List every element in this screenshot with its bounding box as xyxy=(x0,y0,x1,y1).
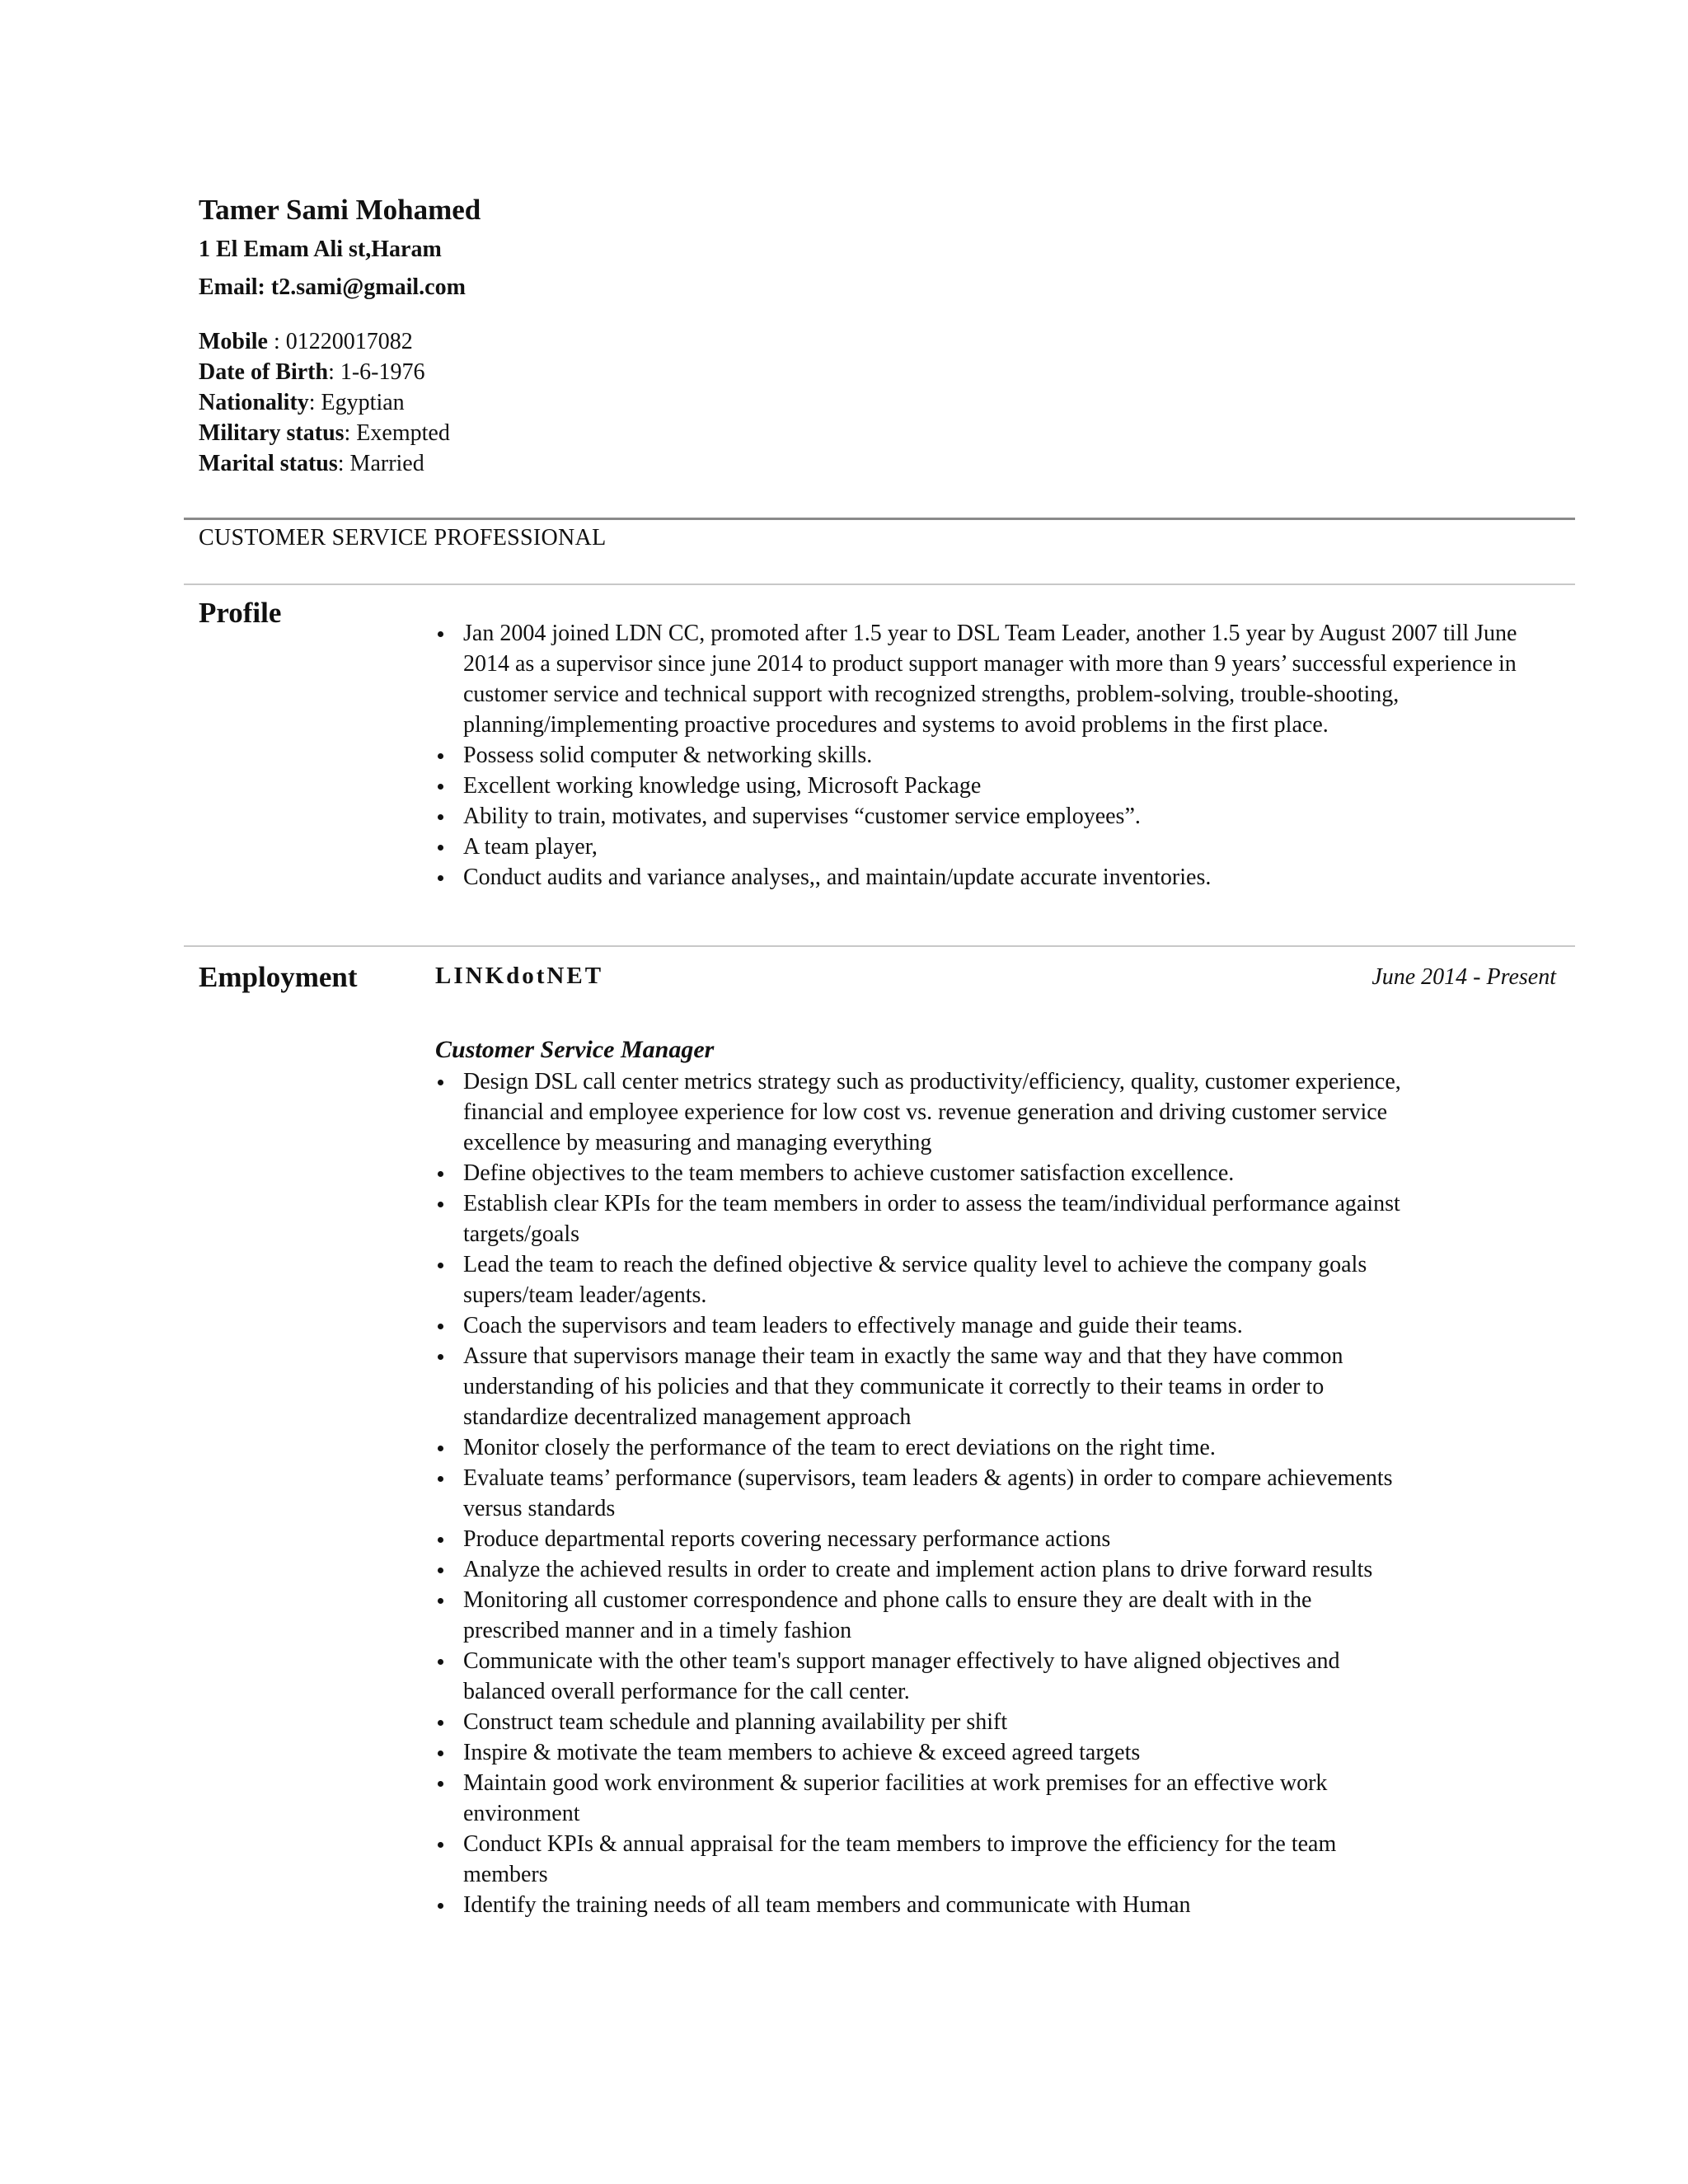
address: 1 El Emam Ali st,Haram xyxy=(199,237,442,262)
list-item: Produce departmental reports covering necessary performance actions xyxy=(435,1524,1408,1554)
detail-nationality: Nationality: Egyptian xyxy=(199,390,405,415)
divider xyxy=(184,945,1575,947)
list-item: Define objectives to the team members to achieve customer satisfaction excellence. xyxy=(435,1158,1408,1188)
list-item: Lead the team to reach the defined objective & service quality level to achieve the company goals supers/team leader/agents. xyxy=(435,1249,1408,1310)
personal-details xyxy=(199,326,1188,479)
list-item: Ability to train, motivates, and supervises “customer service employees”. xyxy=(435,801,1564,832)
list-item: Design DSL call center metrics strategy such as productivity/efficiency, quality, customer experience, financial and employee experience for low cost vs. revenue generation and driving customer service excellence by measuring and managing everything xyxy=(435,1066,1408,1158)
contact-header xyxy=(199,190,1188,479)
list-item: Monitoring all customer correspondence and phone calls to ensure they are dealt with in the prescribed manner and in a timely fashion xyxy=(435,1585,1408,1646)
employment-dates: June 2014 - Present xyxy=(1372,964,1556,990)
email: Email: t2.sami@gmail.com xyxy=(199,274,466,300)
divider xyxy=(184,583,1575,585)
list-item: Maintain good work environment & superior facilities at work premises for an effective work environment xyxy=(435,1768,1408,1829)
list-item: Assure that supervisors manage their team in exactly the same way and that they have common understanding of his policies and that they communicate it correctly to their teams in order to standardize decentralized management approach xyxy=(435,1341,1408,1432)
list-item: Jan 2004 joined LDN CC, promoted after 1.5 year to DSL Team Leader, another 1.5 year by August 2007 till June 2014 as a supervisor since june 2014 to product support manager with more than 9 years’ successful experience in customer service and technical support with recognized strengths, problem-solving, trouble-shooting, planning/implementing proactive procedures and systems to avoid problems in the first place. xyxy=(435,618,1564,740)
list-item: Establish clear KPIs for the team members in order to assess the team/individual performance against targets/goals xyxy=(435,1188,1408,1249)
list-item: Possess solid computer & networking skills. xyxy=(435,740,1564,771)
headline: CUSTOMER SERVICE PROFESSIONAL xyxy=(199,525,607,551)
list-item: Communicate with the other team's support manager effectively to have aligned objectives and balanced overall performance for the call center. xyxy=(435,1646,1408,1707)
responsibilities-list xyxy=(435,1066,1408,1920)
list-item: Identify the training needs of all team members and communicate with Human xyxy=(435,1890,1408,1920)
list-item: Evaluate teams’ performance (supervisors, team leaders & agents) in order to compare achievements versus standards xyxy=(435,1463,1408,1524)
list-item: Excellent working knowledge using, Microsoft Package xyxy=(435,771,1564,801)
list-item: A team player, xyxy=(435,832,1564,862)
list-item: Conduct audits and variance analyses,, and maintain/update accurate inventories. xyxy=(435,862,1564,893)
list-item: Analyze the achieved results in order to create and implement action plans to drive forward results xyxy=(435,1554,1408,1585)
divider xyxy=(184,518,1575,520)
detail-military-status: Military status: Exempted xyxy=(199,420,450,446)
section-heading-employment: Employment xyxy=(199,961,358,993)
candidate-name: Tamer Sami Mohamed xyxy=(199,194,481,226)
list-item: Coach the supervisors and team leaders to effectively manage and guide their teams. xyxy=(435,1310,1408,1341)
company-name: LINKdotNET xyxy=(435,963,604,989)
detail-mobile: Mobile : 01220017082 xyxy=(199,329,413,354)
list-item: Inspire & motivate the team members to achieve & exceed agreed targets xyxy=(435,1737,1408,1768)
list-item: Monitor closely the performance of the team to erect deviations on the right time. xyxy=(435,1432,1408,1463)
list-item: Conduct KPIs & annual appraisal for the team members to improve the efficiency for the team members xyxy=(435,1829,1408,1890)
detail-date-of-birth: Date of Birth: 1-6-1976 xyxy=(199,359,425,385)
section-heading-profile: Profile xyxy=(199,597,282,629)
list-item: Construct team schedule and planning availability per shift xyxy=(435,1707,1408,1737)
detail-marital-status: Marital status: Married xyxy=(199,451,424,476)
profile-list xyxy=(435,618,1564,893)
job-title: Customer Service Manager xyxy=(435,1036,715,1063)
